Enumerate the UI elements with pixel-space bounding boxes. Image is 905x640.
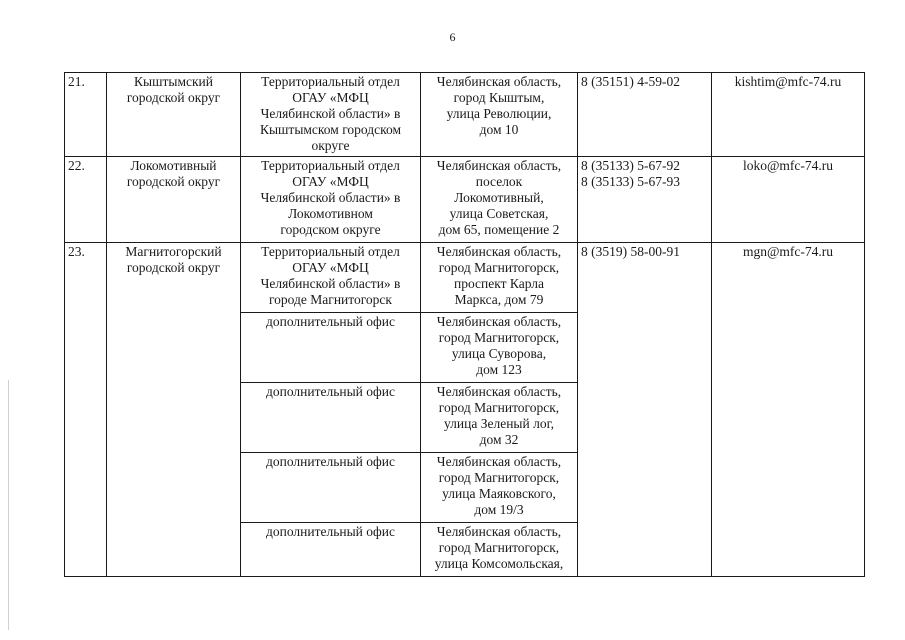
office-name: Территориальный отдел ОГАУ «МФЦ Челябинской области» в Локомотивном городском округе [241,157,421,243]
office-phone: 8 (35133) 5-67-92 8 (35133) 5-67-93 [578,157,712,243]
office-address: Челябинская область, город Кыштым, улица Революции, дом 10 [421,73,578,157]
row-number: 21. [65,73,107,157]
office-name: Территориальный отдел ОГАУ «МФЦ Челябинской области» в Кыштымском городском округе [241,73,421,157]
office-email: mgn@mfc-74.ru [712,243,865,577]
office-name: Территориальный отдел ОГАУ «МФЦ Челябинской области» в городе Магнитогорск [241,243,421,313]
office-name: дополнительный офис [241,523,421,577]
scan-edge-line [8,380,9,630]
office-address: Челябинская область, город Магнитогорск, улица Комсомольская, [421,523,578,577]
office-email: kishtim@mfc-74.ru [712,73,865,157]
office-address: Челябинская область, город Магнитогорск, улица Суворова, дом 123 [421,313,578,383]
office-phone: 8 (35151) 4-59-02 [578,73,712,157]
mfc-offices-table [64,72,865,577]
office-address: Челябинская область, город Магнитогорск, проспект Карла Маркса, дом 79 [421,243,578,313]
district-name: Кыштымский городской округ [107,73,241,157]
table-row [65,157,865,243]
district-name: Локомотивный городской округ [107,157,241,243]
row-number: 22. [65,157,107,243]
office-phone: 8 (3519) 58-00-91 [578,243,712,577]
table-row [65,243,865,313]
office-name: дополнительный офис [241,313,421,383]
office-address: Челябинская область, город Магнитогорск, улица Маяковского, дом 19/3 [421,453,578,523]
table-row [65,73,865,157]
office-name: дополнительный офис [241,453,421,523]
row-number: 23. [65,243,107,577]
office-email: loko@mfc-74.ru [712,157,865,243]
office-address: Челябинская область, поселок Локомотивный, улица Советская, дом 65, помещение 2 [421,157,578,243]
office-name: дополнительный офис [241,383,421,453]
office-address: Челябинская область, город Магнитогорск, улица Зеленый лог, дом 32 [421,383,578,453]
district-name: Магнитогорский городской округ [107,243,241,577]
page-number: 6 [449,30,456,44]
